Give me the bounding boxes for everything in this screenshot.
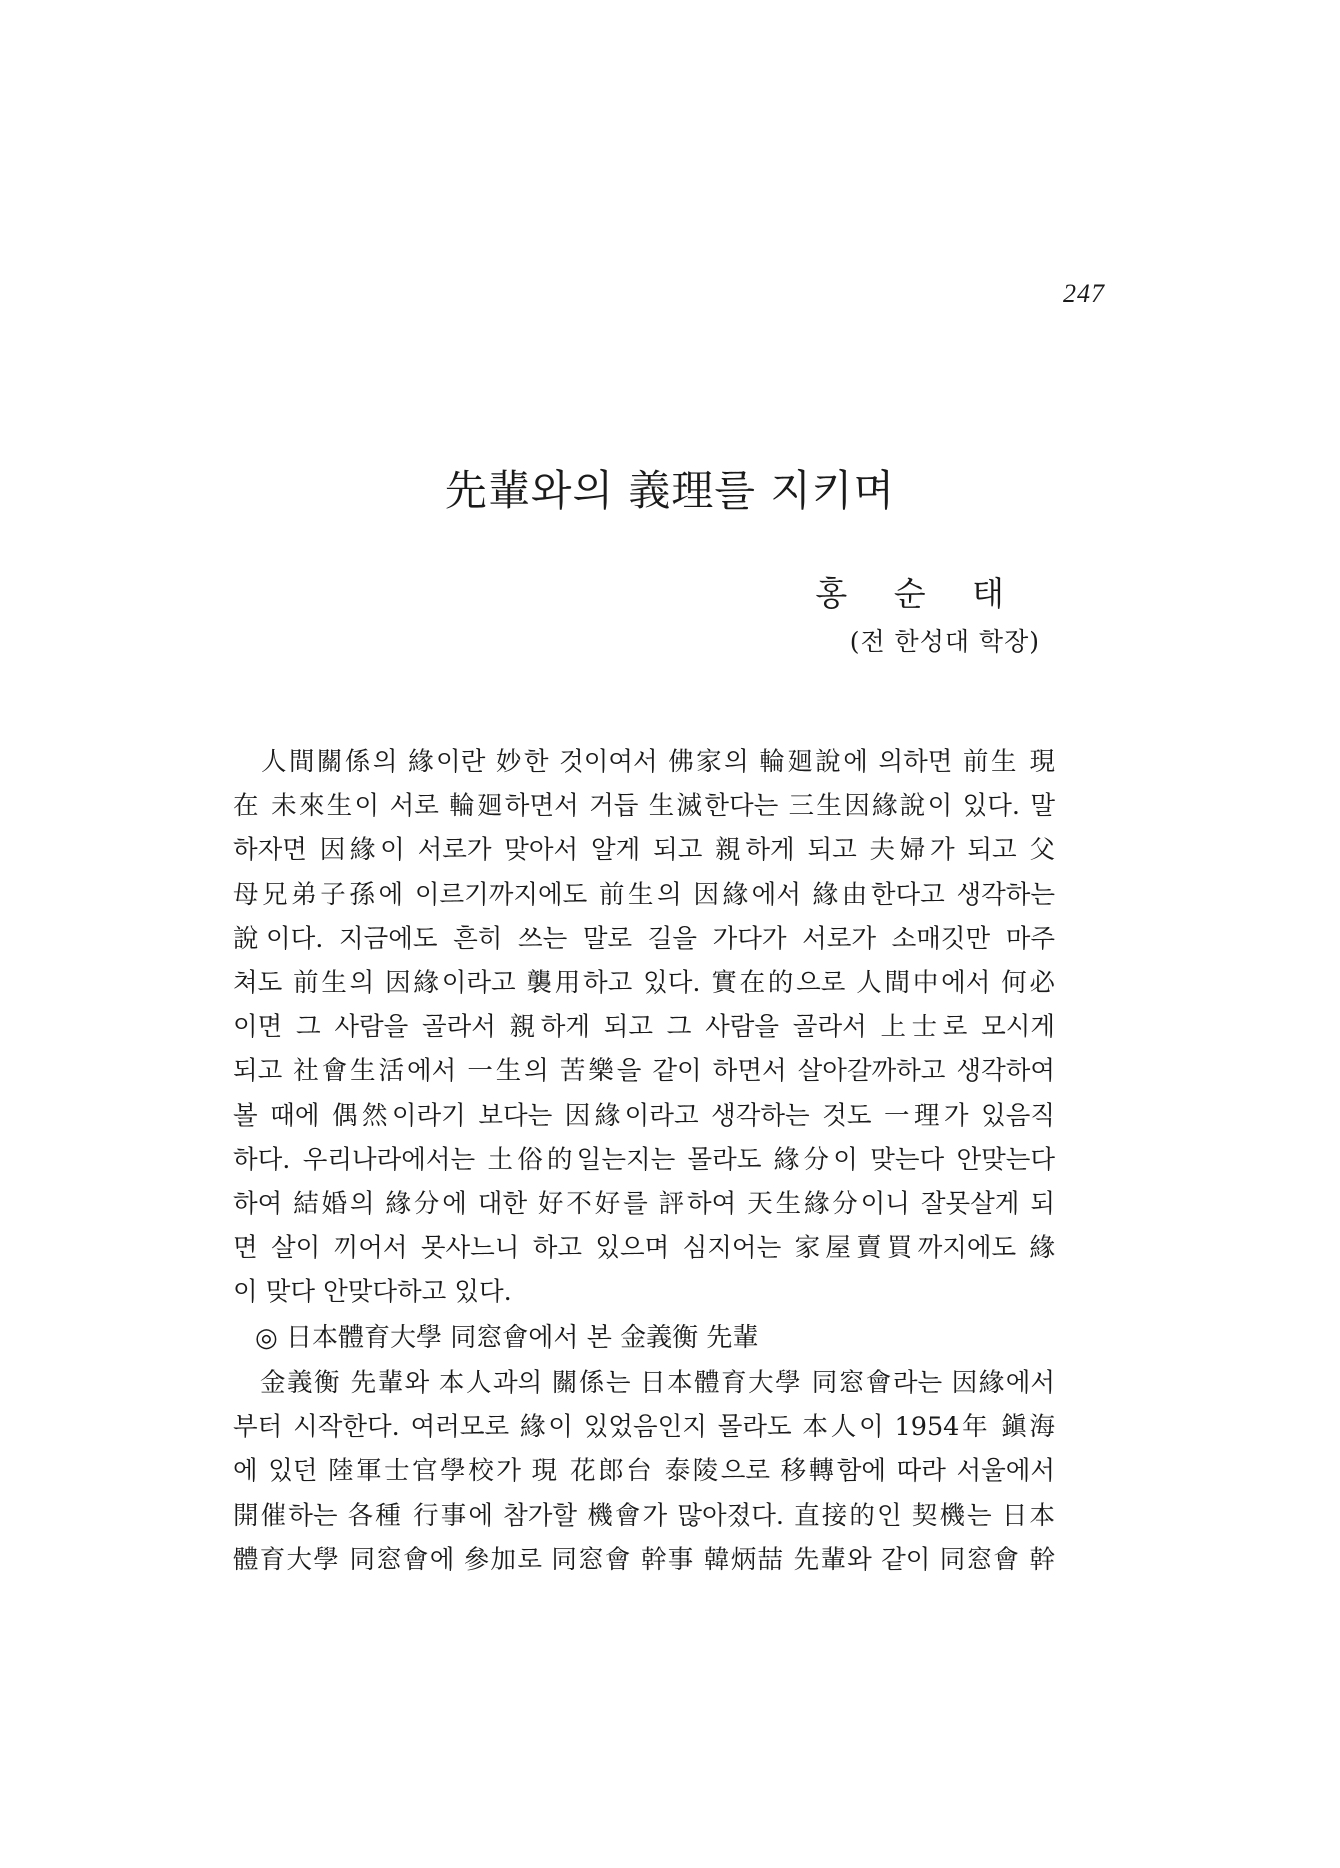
text-line: 說이다. 지금에도 흔히 쓰는 말로 길을 가다가 서로가 소매깃만 마주 [233, 923, 1055, 954]
intro-section [233, 740, 1055, 1315]
text-line: 면 살이 끼어서 못사느니 하고 있으며 심지어는 家屋賣買까지에도 緣 [233, 1233, 1055, 1264]
section-heading: ◎ 日本體育大學 同窓會에서 본 金義衡 先輩 [255, 1323, 759, 1353]
text-line: 하자면 因緣이 서로가 맞아서 알게 되고 親하게 되고 夫婦가 되고 父 [233, 835, 1055, 866]
text-line: 開催하는 各種 行事에 참가할 機會가 많아졌다. 直接的인 契機는 日本 [233, 1500, 1055, 1531]
text-line: 在 未來生이 서로 輪廻하면서 거듭 生滅한다는 三生因緣說이 있다. 말 [233, 791, 1055, 822]
text-line: 하다. 우리나라에서는 土俗的일는지는 몰라도 緣分이 맞는다 안맞는다 [233, 1144, 1055, 1175]
page-number: 247 [1063, 279, 1105, 308]
text-line: 부터 시작한다. 여러모로 緣이 있었음인지 몰라도 本人이 1954年 鎭海 [233, 1412, 1055, 1443]
text-line: 人間關係의 緣이란 妙한 것이여서 佛家의 輪廻說에 의하면 前生 現 [233, 747, 1055, 777]
text-line: 이 맞다 안맞다하고 있다. [233, 1277, 512, 1308]
text-line: 되고 社會生活에서 一生의 苦樂을 같이 하면서 살아갈까하고 생각하여 [233, 1056, 1055, 1087]
intro-paragraph [233, 740, 1055, 1315]
author-name: 홍 순 태 [815, 574, 1022, 613]
text-line: 母兄弟子孫에 이르기까지에도 前生의 因緣에서 緣由한다고 생각하는 [233, 879, 1055, 910]
article-title: 先輩와의 義理를 지키며 [444, 466, 896, 515]
text-line: 볼 때에 偶然이라기 보다는 因緣이라고 생각하는 것도 一理가 있음직 [233, 1100, 1055, 1131]
section-paragraph [233, 1361, 1055, 1582]
text-line: 體育大學 同窓會에 參加로 同窓會 幹事 韓炳喆 先輩와 같이 同窓會 幹 [233, 1544, 1055, 1575]
author-block [700, 570, 1040, 662]
text-line: 金義衡 先輩와 本人과의 關係는 日本體育大學 同窓會라는 因緣에서 [233, 1368, 1055, 1398]
text-line: 에 있던 陸軍士官學校가 現 花郎台 泰陵으로 移轉함에 따라 서울에서 [233, 1456, 1055, 1487]
text-line: 이면 그 사람을 골라서 親하게 되고 그 사람을 골라서 上士로 모시게 [233, 1012, 1055, 1043]
text-line: 쳐도 前生의 因緣이라고 襲用하고 있다. 實在的으로 人間中에서 何必 [233, 968, 1055, 999]
body-section [233, 1361, 1055, 1582]
text-line: 하여 結婚의 緣分에 대한 好不好를 評하여 天生緣分이니 잘못살게 되 [233, 1189, 1055, 1220]
author-affiliation: (전 한성대 학장) [849, 627, 1040, 656]
